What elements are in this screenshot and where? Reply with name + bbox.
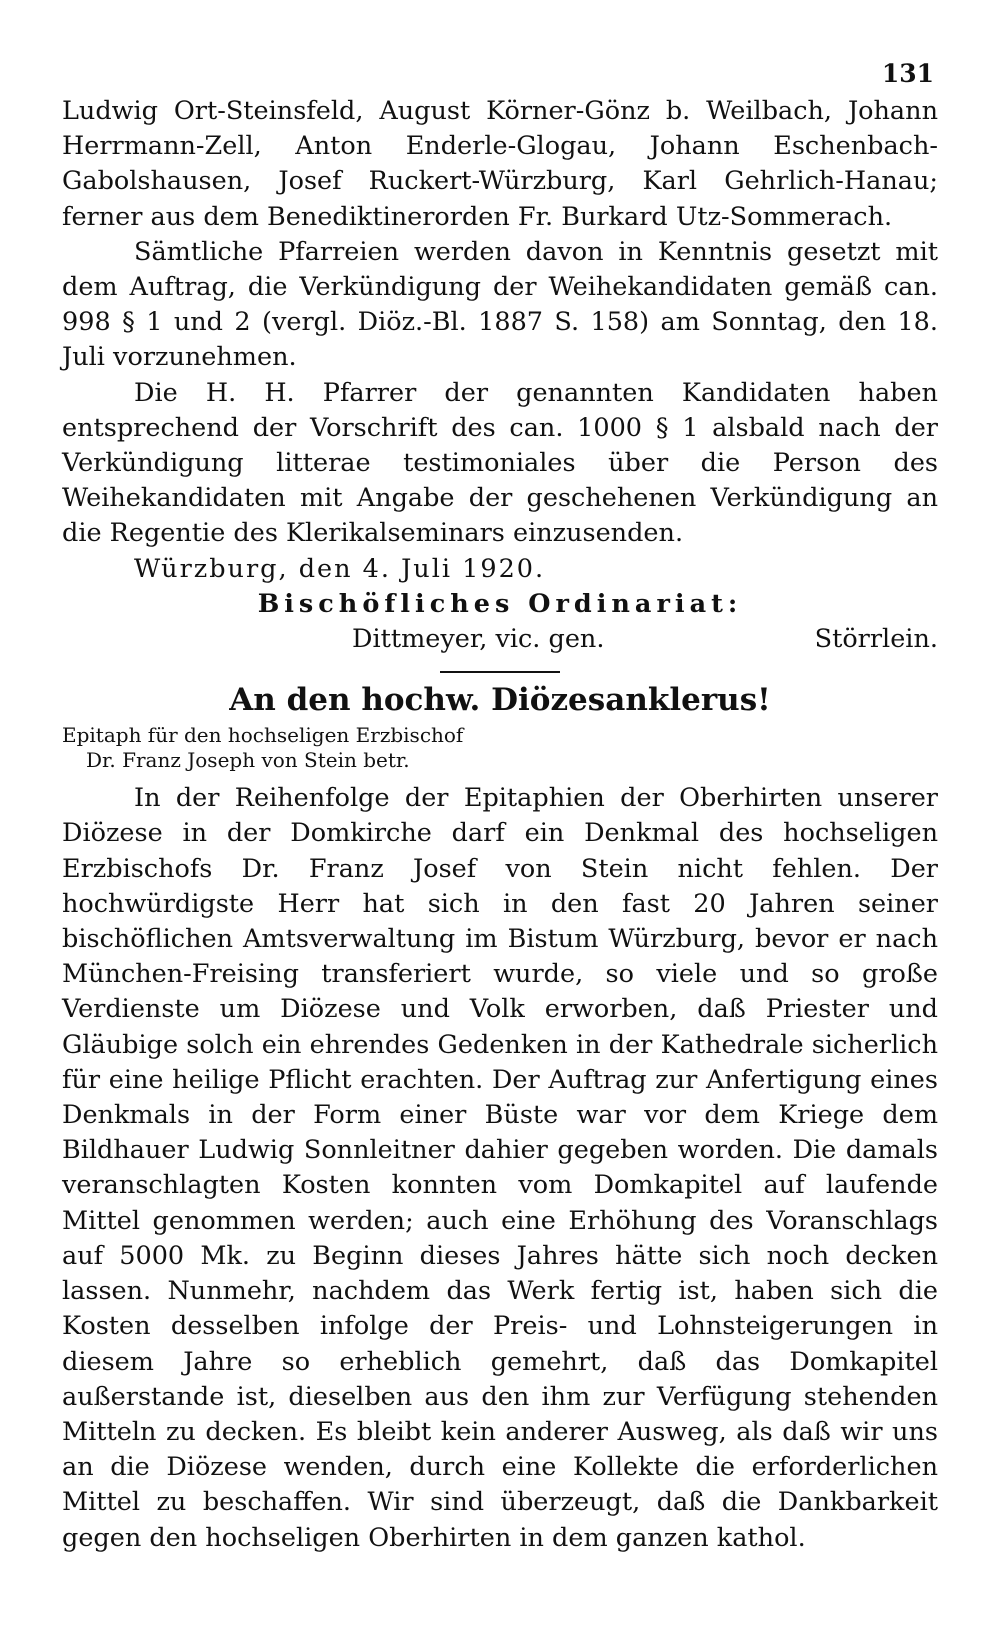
signature-secretary: Störrlein. [814,624,938,655]
page-number: 131 [881,59,934,88]
signature-row [62,622,938,657]
date-line: Würzburg, den 4. Juli 1920. [134,553,546,584]
subject-line-1: Epitaph für den hochseligen Erzbischof [62,723,464,748]
paragraph-epitaph-body: In der Reihenfolge der Epitaphien der Oberhirten unserer Diözese in der Domkirche darf ein Denkmal des hochseligen Erzbischofs Dr. Franz Josef von Stein nicht fehlen. Der hochwürdigste Herr hat sich in den fast 20 Jahren seiner bischöflichen Amtsverwaltung im Bistum Würzburg, bevor er nach München-Freising transferiert wurde, so viele und so große Verdienste um Diözese und Volk erworben, daß Priester und Gläubige solch ein ehrendes Gedenken in der Kathedrale sicherlich für eine heilige Pflicht erachten. Der Auftrag zur Anfertigung eines Denkmals in der Form einer Büste war vor dem Kriege dem Bildhauer Ludwig Sonnleitner dahier gegeben worden. Die damals veranschlagten Kosten konnten vom Domkapitel auf laufende Mittel genommen werden; auch eine Erhöhung des Voranschlags auf 5000 Mk. zu Beginn dieses Jahres hätte sich noch decken lassen. Nunmehr, nachdem das Werk fertig ist, haben sich die Kosten desselben infolge der Preis- und Lohnsteigerungen in diesem Jahre so erheblich gemehrt, daß das Domkapitel außerstande ist, dieselben aus den ihm zur Verfügung stehenden Mitteln zu decken. Es bleibt kein anderer Ausweg, als daß wir uns an die Diözese wenden, durch eine Kollekte die erforderlichen Mittel zu beschaffen. Wir sind überzeugt, daß die Dankbarkeit gegen den hochseligen Oberhirten in dem ganzen kathol. [62,783,938,1553]
paragraph-candidate-names: Ludwig Ort-Steinsfeld, August Körner-Gönz b. Weilbach, Johann Herrmann-Zell, Anton Enderle-Glogau, Johann Eschenbach-Gabolshausen, Josef Ruckert-Würzburg, Karl Gehrlich-Hanau; ferner aus dem Benediktinerorden Fr. Burkard Utz-Sommerach. [62,96,938,232]
signature-vicar-general: Dittmeyer, vic. gen. [352,624,605,655]
ordinariat-heading: Bischöfliches Ordinariat: [257,588,743,619]
subject-line-2: Dr. Franz Joseph von Stein betr. [86,748,410,773]
section-divider [440,671,560,673]
paragraph-announcement-order: Sämtliche Pfarreien werden davon in Kenntnis gesetzt mit dem Auftrag, die Verkündigung der Weihekandidaten gemäß can. 998 § 1 und 2 (vergl. Diöz.-Bl. 1887 S. 158) am Sonntag, den 18. Juli vorzunehmen. [62,236,938,373]
paragraph-pastor-instructions: Die H. H. Pfarrer der genannten Kandidaten haben entsprechend der Vorschrift des can. 1000 § 1 alsbald nach der Verkündigung litterae testimoniales über die Person des Weihekandidaten mit Angabe der geschehenen Verkündigung an die Regentie des Klerikalseminars einzusenden. [62,377,938,549]
section-title: An den hochw. Diözesanklerus! [229,682,771,719]
